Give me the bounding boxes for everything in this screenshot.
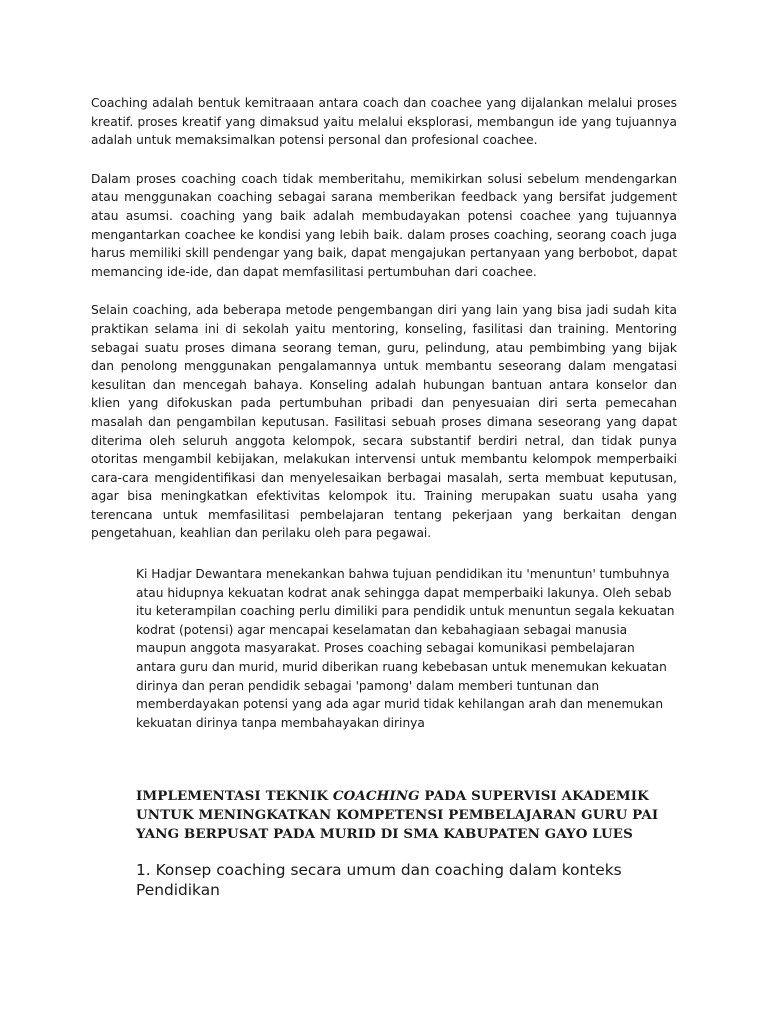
- paragraph-coaching-definition: Coaching adalah bentuk kemitraaan antara coach dan coachee yang dijalankan melalui proses kreatif. proses kreatif yang dimaksud yaitu melalui eksplorasi, membangun ide yang tujuannya adalah untuk memaksimalkan potensi personal dan profesional coachee.: [91, 96, 677, 148]
- paragraph-development-methods: Selain coaching, ada beberapa metode pengembangan diri yang lain yang bisa jadi sudah kita praktikan selama ini di sekolah yaitu mentoring, konseling, fasilitasi dan training. Mentoring sebagai suatu proses dimana seorang teman, guru, pelindung, atau pembimbing yang bijak dan penolong menggunakan pengalamannya untuk membantu seseorang dalam mengatasi kesulitan dan mencegah bahaya. Konseling adalah hubungan bantuan antara konselor dan klien yang difokuskan pada pertumbuhan pribadi dan penyesuaian diri serta pemecahan masalah dan pengambilan keputusan. Fasilitasi sebuah proses dimana seseorang yang dapat diterima oleh seluruh anggota kelompok, secara substantif berdiri netral, dan tidak punya otoritas mengambil kebijakan, melakukan intervensi untuk membantu kelompok memperbaiki cara-cara mengidentifikasi dan menyelesaikan berbagai masalah, serta membuat keputusan, agar bisa meningkatkan efektivitas kelompok itu. Training merupakan suatu usaha yang terencana untuk memfasilitasi pembelajaran tentang pekerjaan yang berkaitan dengan pengetahuan, keahlian dan perilaku oleh para pegawai.: [91, 303, 677, 541]
- paragraph-coaching-process: Dalam proses coaching coach tidak memberitahu, memikirkan solusi sebelum mendengarkan atau menggunakan coaching sebagai sarana memberikan feedback yang bersifat judgement atau asumsi. coaching yang baik adalah membudayakan potensi coachee yang tujuannya mengantarkan coachee ke kondisi yang lebih baik. dalam proses coaching, seorang coach juga harus memiliki skill pendengar yang baik, dapat mengajukan pertanyaan yang berbobot, dapat memancing ide-ide, dan dapat memfasilitasi pertumbuhan dari coachee.: [91, 171, 677, 279]
- section-heading: 1. Konsep coaching secara umum dan coaching dalam konteks Pendidikan: [136, 861, 622, 900]
- title-emphasis: COACHING: [332, 788, 420, 805]
- quote-ki-hadjar-dewantara: Ki Hadjar Dewantara menekankan bahwa tujuan pendidikan itu 'menuntun' tumbuhnya atau hidupnya kekuatan kodrat anak sehingga dapat memperbaiki lakunya. Oleh sebab itu keterampilan coaching perlu dimiliki para pendidik untuk menuntun segala kekuatan kodrat (potensi) agar mencapai keselamatan dan kebahagiaan sebagai manusia maupun anggota masyarakat. Proses coaching sebagai komunikasi pembelajaran antara guru dan murid, murid diberikan ruang kebebasan untuk menemukan kekuatan dirinya dan peran pendidik sebagai 'pamong' dalam memberi tuntunan dan memberdayakan potensi yang ada agar murid tidak kehilangan arah dan menemukan kekuatan dirinya tanpa membahayakan dirinya: [136, 567, 675, 730]
- title-part-after: PADA SUPERVISI AKADEMIK UNTUK MENINGKATKAN KOMPETENSI PEMBELAJARAN GURU PAI YANG BERPUSAT PADA MURID DI SMA KABUPATEN GAYO LUES: [136, 788, 659, 843]
- title-part-before: IMPLEMENTASI TEKNIK: [136, 788, 333, 805]
- document-title: [136, 787, 677, 844]
